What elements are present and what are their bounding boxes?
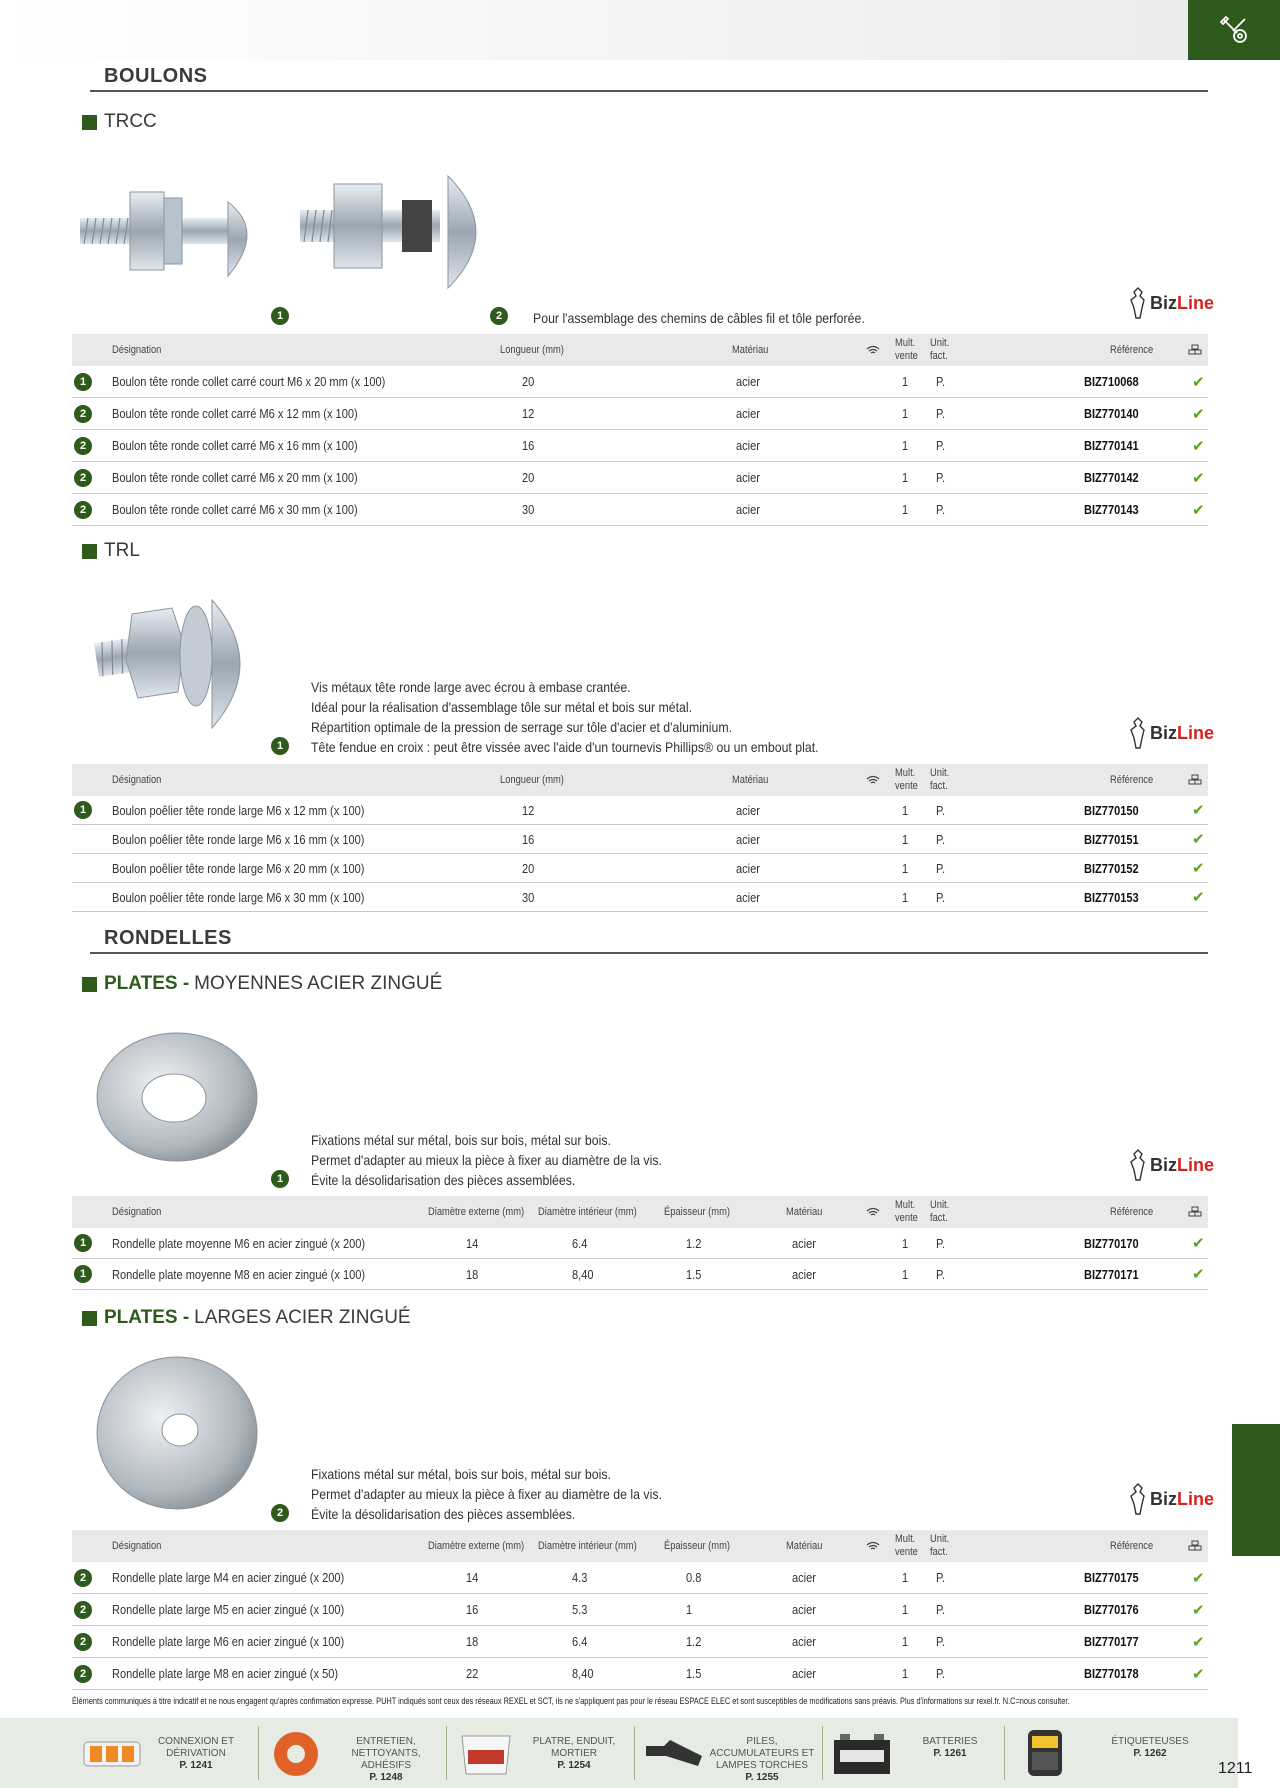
cell-diam-int: 6.4 xyxy=(572,1235,588,1251)
table-row[interactable] xyxy=(72,796,1208,825)
col-longueur: Longueur (mm) xyxy=(500,344,564,356)
row-badge: 1 xyxy=(74,1234,92,1252)
cell-designation: Rondelle plate large M8 en acier zingué (x 50) xyxy=(112,1666,339,1681)
cell-diam-ext: 22 xyxy=(466,1666,479,1681)
bizline-mascot-icon xyxy=(1128,716,1148,750)
cell-materiau: acier xyxy=(736,889,760,905)
table-row[interactable] xyxy=(72,1562,1208,1594)
row-badge: 1 xyxy=(74,1265,92,1283)
cell-reference[interactable]: BIZ770177 xyxy=(1084,1634,1139,1649)
bizline-mascot-icon xyxy=(1128,286,1148,320)
cell-reference[interactable]: BIZ770176 xyxy=(1084,1602,1139,1617)
available-check-icon: ✔ xyxy=(1192,1266,1205,1283)
cell-reference[interactable]: BIZ770142 xyxy=(1084,470,1139,485)
bizline-mascot-icon xyxy=(1128,1482,1148,1516)
subsection-title-prefix: PLATES - xyxy=(104,1307,190,1328)
cell-epaisseur: 0.8 xyxy=(686,1570,702,1585)
cell-designation: Boulon poêlier tête ronde large M6 x 30 mm (x 100) xyxy=(112,889,365,905)
col-reference: Référence xyxy=(1110,774,1154,786)
row-badge: 1 xyxy=(74,801,92,819)
subsection-title: MOYENNES ACIER ZINGUÉ xyxy=(194,973,443,994)
cell-designation: Rondelle plate large M5 en acier zingué (x 100) xyxy=(112,1602,345,1617)
cell-longueur: 30 xyxy=(522,502,535,517)
col-reference: Référence xyxy=(1110,344,1154,356)
col-diam-ext: Diamètre externe (mm) xyxy=(428,1540,525,1552)
product-photo-rondelle-moyenne xyxy=(94,1028,260,1166)
footer-link-connexion[interactable]: CONNEXION ET DÉRIVATION P. 1241 xyxy=(70,1718,250,1788)
cell-reference[interactable]: BIZ770153 xyxy=(1084,889,1139,905)
battery-icon xyxy=(830,1728,894,1778)
row-badge: 2 xyxy=(74,405,92,423)
bizline-logo: BizLine xyxy=(1128,1148,1214,1182)
subsection-trl xyxy=(82,540,140,562)
cell-mult: 1 xyxy=(902,1235,909,1251)
square-bullet-icon xyxy=(82,1311,97,1326)
cell-mult: 1 xyxy=(902,470,909,485)
cell-materiau: acier xyxy=(736,470,760,485)
col-epaisseur: Épaisseur (mm) xyxy=(664,1206,730,1218)
photo-badge: 1 xyxy=(271,307,289,325)
cell-unit: P. xyxy=(936,1634,946,1649)
cell-mult: 1 xyxy=(902,1266,909,1282)
cell-epaisseur: 1.2 xyxy=(686,1235,702,1251)
cell-designation: Boulon poêlier tête ronde large M6 x 16 mm (x 100) xyxy=(112,831,365,847)
footer-link-piles[interactable]: PILES, ACCUMULATEURS ET LAMPES TORCHES P. 1255 xyxy=(638,1718,818,1788)
section-rondelles xyxy=(90,922,1208,954)
row-badge: 2 xyxy=(74,437,92,455)
table-row[interactable] xyxy=(72,825,1208,854)
col-designation: Désignation xyxy=(112,344,162,356)
section-title: RONDELLES xyxy=(104,927,232,949)
product-photo-trcc-1 xyxy=(78,172,266,292)
page-number: 1211 xyxy=(1218,1760,1253,1777)
cell-materiau: acier xyxy=(736,802,760,818)
bucket-icon xyxy=(454,1728,518,1778)
category-tab[interactable] xyxy=(1188,0,1280,60)
available-check-icon: ✔ xyxy=(1192,1569,1205,1587)
row-badge: 2 xyxy=(74,1633,92,1651)
bizline-logo: BizLine xyxy=(1128,286,1214,320)
available-check-icon: ✔ xyxy=(1192,831,1205,848)
connector-icon xyxy=(80,1728,144,1778)
cell-reference[interactable]: BIZ770150 xyxy=(1084,802,1139,818)
cell-diam-int: 5.3 xyxy=(572,1602,588,1617)
col-unit: Unit. fact. xyxy=(930,1533,950,1558)
cell-unit: P. xyxy=(936,802,946,818)
cell-diam-int: 8,40 xyxy=(572,1266,594,1282)
footer-nav xyxy=(0,1718,1238,1788)
col-unit: Unit. fact. xyxy=(930,767,950,792)
row-badge: 2 xyxy=(74,1569,92,1587)
cell-mult: 1 xyxy=(902,889,909,905)
product-description: Fixations métal sur métal, bois sur bois, métal sur bois. Permet d'adapter au mieux la pièce à fixer au diamètre de la vis. Évite la désolidarisation des pièces assemblées. xyxy=(311,1132,662,1188)
bizline-mascot-icon xyxy=(1128,1148,1148,1182)
photo-badge: 2 xyxy=(490,307,508,325)
col-materiau: Matériau xyxy=(786,1206,823,1218)
cell-designation: Boulon poêlier tête ronde large M6 x 20 mm (x 100) xyxy=(112,860,365,876)
row-badge: 2 xyxy=(74,1665,92,1683)
cell-epaisseur: 1.5 xyxy=(686,1666,702,1681)
side-tab[interactable] xyxy=(1232,1424,1280,1556)
footer-separator xyxy=(1004,1726,1005,1780)
available-check-icon: ✔ xyxy=(1192,1633,1205,1651)
cell-reference[interactable]: BIZ770143 xyxy=(1084,502,1139,517)
subsection-plates-larges xyxy=(82,1307,411,1329)
col-mult: Mult. vente xyxy=(895,337,918,362)
cell-longueur: 20 xyxy=(522,860,535,876)
col-epaisseur: Épaisseur (mm) xyxy=(664,1540,730,1552)
table-header xyxy=(72,334,1208,366)
stock-icon xyxy=(1188,334,1202,366)
table-row[interactable] xyxy=(72,366,1208,398)
cell-diam-int: 8,40 xyxy=(572,1666,594,1681)
label-printer-icon xyxy=(1014,1728,1078,1778)
cell-longueur: 16 xyxy=(522,438,535,453)
cell-longueur: 12 xyxy=(522,802,535,818)
cell-materiau: acier xyxy=(736,374,760,389)
cell-mult: 1 xyxy=(902,1570,909,1585)
product-photo-trl xyxy=(92,594,264,734)
footer-link-entretien[interactable]: ENTRETIEN, NETTOYANTS, ADHÉSIFS P. 1248 xyxy=(262,1718,442,1788)
product-photo-trcc-2 xyxy=(298,172,494,292)
cell-designation: Boulon tête ronde collet carré M6 x 30 mm (x 100) xyxy=(112,502,358,517)
table-row[interactable] xyxy=(72,1259,1208,1290)
cell-reference[interactable]: BIZ770141 xyxy=(1084,438,1139,453)
product-description: Vis métaux tête ronde large avec écrou à embase crantée. Idéal pour la réalisation d'assemblage tôle sur métal et bois sur métal. Répartition optimale de la pression de serrage sur tôle d'acier et d'aluminium. Tête fendue en croix : peut être vissée avec l'aide d'un tournevis Phillips® ou un embout plat. xyxy=(311,679,819,755)
cell-reference[interactable]: BIZ770151 xyxy=(1084,831,1139,847)
cell-unit: P. xyxy=(936,860,946,876)
photo-badge: 1 xyxy=(271,1170,289,1188)
cell-designation: Boulon tête ronde collet carré M6 x 20 mm (x 100) xyxy=(112,470,358,485)
row-badge: 1 xyxy=(74,373,92,391)
table-row[interactable] xyxy=(72,1626,1208,1658)
cell-epaisseur: 1.2 xyxy=(686,1634,702,1649)
available-check-icon: ✔ xyxy=(1192,1601,1205,1619)
col-materiau: Matériau xyxy=(732,344,769,356)
table-plates-larges xyxy=(72,1530,1208,1690)
product-description: Fixations métal sur métal, bois sur bois, métal sur bois. Permet d'adapter au mieux la pièce à fixer au diamètre de la vis. Évite la désolidarisation des pièces assemblées. xyxy=(311,1466,662,1522)
subsection-trcc xyxy=(82,111,157,133)
cell-diam-ext: 14 xyxy=(466,1235,479,1251)
table-trcc xyxy=(72,334,1208,526)
cell-designation: Rondelle plate large M6 en acier zingué (x 100) xyxy=(112,1634,345,1649)
col-diam-int: Diamètre intérieur (mm) xyxy=(538,1206,637,1218)
square-bullet-icon xyxy=(82,977,97,992)
bizline-logo: BizLine xyxy=(1128,716,1214,750)
cell-reference[interactable]: BIZ770175 xyxy=(1084,1570,1139,1585)
photo-badge: 2 xyxy=(271,1504,289,1522)
cell-materiau: acier xyxy=(792,1634,816,1649)
cell-materiau: acier xyxy=(792,1570,816,1585)
cell-diam-int: 6.4 xyxy=(572,1634,588,1649)
available-check-icon: ✔ xyxy=(1192,373,1205,391)
table-header xyxy=(72,1530,1208,1562)
cell-diam-ext: 14 xyxy=(466,1570,479,1585)
cell-mult: 1 xyxy=(902,1634,909,1649)
cell-materiau: acier xyxy=(736,831,760,847)
cell-mult: 1 xyxy=(902,831,909,847)
cell-diam-ext: 18 xyxy=(466,1634,479,1649)
cell-unit: P. xyxy=(936,831,946,847)
cell-reference[interactable]: BIZ770171 xyxy=(1084,1266,1139,1282)
table-header xyxy=(72,764,1208,796)
table-row[interactable] xyxy=(72,462,1208,494)
flashlight-icon xyxy=(642,1728,706,1778)
cell-diam-int: 4.3 xyxy=(572,1570,588,1585)
available-check-icon: ✔ xyxy=(1192,860,1205,877)
table-row[interactable] xyxy=(72,1658,1208,1690)
available-check-icon: ✔ xyxy=(1192,1235,1205,1252)
col-designation: Désignation xyxy=(112,774,162,786)
col-reference: Référence xyxy=(1110,1206,1154,1218)
col-materiau: Matériau xyxy=(732,774,769,786)
cell-designation: Rondelle plate moyenne M6 en acier zingué (x 200) xyxy=(112,1235,366,1251)
table-row[interactable] xyxy=(72,1228,1208,1259)
cell-materiau: acier xyxy=(792,1235,816,1251)
cell-reference[interactable]: BIZ770140 xyxy=(1084,406,1139,421)
footer-link-batteries[interactable]: BATTERIES P. 1261 xyxy=(826,1718,1006,1788)
wifi-icon xyxy=(866,1196,880,1228)
col-diam-int: Diamètre intérieur (mm) xyxy=(538,1540,637,1552)
cell-unit: P. xyxy=(936,1266,946,1282)
cell-unit: P. xyxy=(936,1570,946,1585)
cell-longueur: 30 xyxy=(522,889,535,905)
cell-mult: 1 xyxy=(902,1666,909,1681)
cell-diam-ext: 18 xyxy=(466,1266,479,1282)
subsection-title-prefix: PLATES - xyxy=(104,973,190,994)
stock-icon xyxy=(1188,1196,1202,1228)
footer-separator xyxy=(446,1726,447,1780)
cell-unit: P. xyxy=(936,502,946,517)
cell-unit: P. xyxy=(936,374,946,389)
cell-epaisseur: 1.5 xyxy=(686,1266,702,1282)
product-description: Pour l'assemblage des chemins de câbles fil et tôle perforée. xyxy=(533,310,865,326)
wifi-icon xyxy=(866,334,880,366)
col-designation: Désignation xyxy=(112,1540,162,1552)
col-mult: Mult. vente xyxy=(895,1199,918,1224)
cell-unit: P. xyxy=(936,438,946,453)
cell-materiau: acier xyxy=(792,1266,816,1282)
square-bullet-icon xyxy=(82,115,97,130)
available-check-icon: ✔ xyxy=(1192,802,1205,819)
cell-materiau: acier xyxy=(792,1666,816,1681)
col-designation: Désignation xyxy=(112,1206,162,1218)
col-unit: Unit. fact. xyxy=(930,1199,950,1224)
cell-unit: P. xyxy=(936,889,946,905)
cell-longueur: 12 xyxy=(522,406,535,421)
product-photo-rondelle-large xyxy=(94,1354,260,1512)
cell-longueur: 20 xyxy=(522,374,535,389)
available-check-icon: ✔ xyxy=(1192,889,1205,906)
subsection-title: LARGES ACIER ZINGUÉ xyxy=(194,1307,411,1328)
cell-mult: 1 xyxy=(902,406,909,421)
cell-mult: 1 xyxy=(902,802,909,818)
cell-designation: Rondelle plate large M4 en acier zingué (x 200) xyxy=(112,1570,345,1585)
cell-longueur: 20 xyxy=(522,470,535,485)
cell-reference[interactable]: BIZ770152 xyxy=(1084,860,1139,876)
table-row[interactable] xyxy=(72,494,1208,526)
cell-epaisseur: 1 xyxy=(686,1602,693,1617)
tools-icon xyxy=(1217,13,1251,47)
table-trl xyxy=(72,764,1208,912)
cell-mult: 1 xyxy=(902,438,909,453)
square-bullet-icon xyxy=(82,544,97,559)
cell-reference[interactable]: BIZ770170 xyxy=(1084,1235,1139,1251)
stock-icon xyxy=(1188,1530,1202,1562)
cell-unit: P. xyxy=(936,1666,946,1681)
footer-separator xyxy=(634,1726,635,1780)
stock-icon xyxy=(1188,764,1202,796)
cell-mult: 1 xyxy=(902,374,909,389)
cell-designation: Boulon tête ronde collet carré M6 x 16 mm (x 100) xyxy=(112,438,358,453)
subsection-plates-moyennes xyxy=(82,973,442,995)
cell-unit: P. xyxy=(936,406,946,421)
cell-unit: P. xyxy=(936,1235,946,1251)
col-longueur: Longueur (mm) xyxy=(500,774,564,786)
col-diam-ext: Diamètre externe (mm) xyxy=(428,1206,525,1218)
available-check-icon: ✔ xyxy=(1192,1665,1205,1683)
col-mult: Mult. vente xyxy=(895,1533,918,1558)
available-check-icon: ✔ xyxy=(1192,469,1205,487)
subsection-title: TRL xyxy=(104,540,140,561)
cell-materiau: acier xyxy=(736,406,760,421)
wifi-icon xyxy=(866,1530,880,1562)
cell-reference[interactable]: BIZ710068 xyxy=(1084,374,1139,389)
footer-link-platre[interactable]: PLATRE, ENDUIT, MORTIER P. 1254 xyxy=(450,1718,630,1788)
row-badge: 2 xyxy=(74,1601,92,1619)
cell-reference[interactable]: BIZ770178 xyxy=(1084,1666,1139,1681)
cell-materiau: acier xyxy=(736,860,760,876)
table-row[interactable] xyxy=(72,883,1208,912)
tape-roll-icon xyxy=(266,1728,330,1778)
section-title: BOULONS xyxy=(104,65,208,87)
available-check-icon: ✔ xyxy=(1192,501,1205,519)
col-unit: Unit. fact. xyxy=(930,337,950,362)
table-row[interactable] xyxy=(72,398,1208,430)
footer-separator xyxy=(258,1726,259,1780)
cell-designation: Boulon tête ronde collet carré M6 x 12 mm (x 100) xyxy=(112,406,358,421)
footer-link-etiqueteuses[interactable]: ÉTIQUETEUSES P. 1262 xyxy=(1010,1718,1210,1788)
bizline-logo: BizLine xyxy=(1128,1482,1214,1516)
row-badge: 2 xyxy=(74,501,92,519)
cell-unit: P. xyxy=(936,470,946,485)
available-check-icon: ✔ xyxy=(1192,437,1205,455)
table-row[interactable] xyxy=(72,1594,1208,1626)
cell-materiau: acier xyxy=(736,438,760,453)
cell-materiau: acier xyxy=(736,502,760,517)
wifi-icon xyxy=(866,764,880,796)
subsection-title: TRCC xyxy=(104,111,157,132)
table-row[interactable] xyxy=(72,430,1208,462)
available-check-icon: ✔ xyxy=(1192,405,1205,423)
cell-diam-ext: 16 xyxy=(466,1602,479,1617)
top-band xyxy=(0,0,1188,60)
cell-designation: Boulon tête ronde collet carré court M6 x 20 mm (x 100) xyxy=(112,374,386,389)
cell-designation: Rondelle plate moyenne M8 en acier zingué (x 100) xyxy=(112,1266,366,1282)
photo-badge: 1 xyxy=(271,737,289,755)
row-badge: 2 xyxy=(74,469,92,487)
cell-designation: Boulon poêlier tête ronde large M6 x 12 mm (x 100) xyxy=(112,802,365,818)
cell-longueur: 16 xyxy=(522,831,535,847)
section-boulons xyxy=(90,60,1208,92)
cell-unit: P. xyxy=(936,1602,946,1617)
footer-separator xyxy=(822,1726,823,1780)
table-plates-moyennes xyxy=(72,1196,1208,1290)
cell-mult: 1 xyxy=(902,1602,909,1617)
table-row[interactable] xyxy=(72,854,1208,883)
cell-mult: 1 xyxy=(902,860,909,876)
table-header xyxy=(72,1196,1208,1228)
cell-mult: 1 xyxy=(902,502,909,517)
legal-footnote: Éléments communiqués à titre indicatif et ne nous engagent qu'après confirmation expresse. PUHT indiqués sont ceux des réseaux REXEL et SCT, ils ne s'appliquent pas pour le réseau ESPACE ELEC et sont susceptibles de modifications sans préavis. Plus d'informations sur rexel.fr. N.C=nous consulter. xyxy=(72,1696,1070,1706)
col-materiau: Matériau xyxy=(786,1540,823,1552)
col-mult: Mult. vente xyxy=(895,767,918,792)
cell-materiau: acier xyxy=(792,1602,816,1617)
col-reference: Référence xyxy=(1110,1540,1154,1552)
